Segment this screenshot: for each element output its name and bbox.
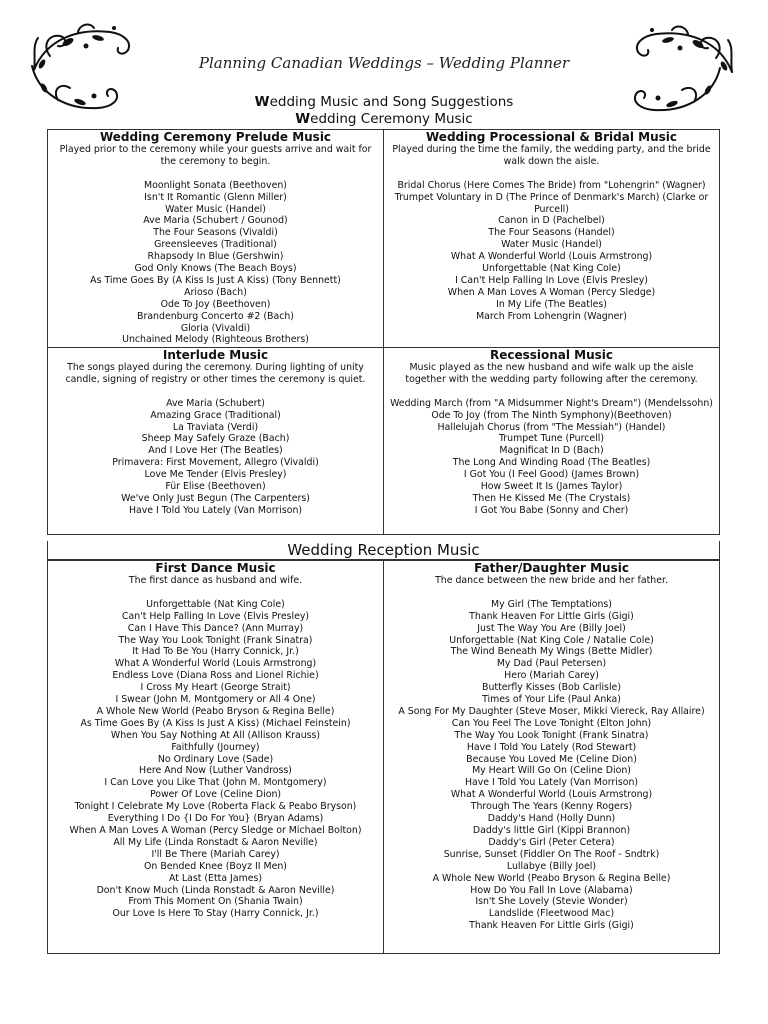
song-list-item: No Ordinary Love (Sade): [157, 753, 274, 765]
song-list-item: When A Man Loves A Woman (Percy Sledge or Michael Bolton): [69, 825, 362, 837]
processional-description: Played during the time the family, the wedding party, and the bride walk down the aisle.: [392, 144, 711, 167]
song-list-item: Ode To Joy (from The Ninth Symphony)(Beethoven): [431, 409, 672, 421]
father-daughter-description: The dance between the new bride and her father.: [435, 575, 668, 586]
processional-song-list: [388, 180, 715, 323]
song-list-item: Everything I Do {I Do For You} (Bryan Adams): [107, 813, 324, 825]
song-list-item: I'll Be There (Mariah Carey): [151, 848, 280, 860]
song-list-item: The Wind Beneath My Wings (Bette Midler): [450, 646, 653, 658]
song-list-item: My Dad (Paul Petersen): [496, 658, 607, 670]
song-list-item: Ode To Joy (Beethoven): [160, 298, 271, 310]
song-list-item: Rhapsody In Blue (Gershwin): [147, 251, 284, 263]
recessional-title: Recessional Music: [489, 348, 614, 362]
song-list-item: Canon in D (Pachelbel): [498, 215, 605, 227]
father-daughter-song-list: [388, 599, 715, 932]
song-list-item: Can't Help Falling In Love (Elvis Presley): [121, 610, 310, 622]
song-list-item: Ave Maria (Schubert / Gounod): [143, 215, 288, 227]
song-list-item: Trumpet Voluntary in D (The Prince of Denmark's March) (Clarke or Purcell): [394, 191, 709, 215]
ceremony-music-table: [47, 129, 720, 535]
song-list-item: I Swear (John M. Montgomery or All 4 One): [115, 694, 316, 706]
song-list-item: As Time Goes By (A Kiss Is Just A Kiss) (Tony Bennett): [90, 274, 341, 286]
song-list-item: Gloria (Vivaldi): [180, 322, 251, 334]
song-list-item: We've Only Just Begun (The Carpenters): [121, 492, 310, 504]
song-list-item: Thank Heaven For Little Girls (Gigi): [469, 610, 634, 622]
song-list-item: Have I Told You Lately (Rod Stewart): [466, 741, 637, 753]
song-list-item: The Four Seasons (Handel): [488, 227, 615, 239]
song-list-item: Faithfully (Journey): [171, 741, 260, 753]
song-list-item: Brandenburg Concerto #2 (Bach): [137, 310, 294, 322]
song-list-item: A Song For My Daughter (Steve Moser, Mikki Viereck, Ray Allaire): [398, 705, 705, 717]
song-list-item: Through The Years (Kenny Rogers): [470, 801, 633, 813]
song-list-item: Just The Way You Are (Billy Joel): [477, 622, 626, 634]
song-list-item: Unforgettable (Nat King Cole): [482, 263, 621, 275]
song-list-item: And I Love Her (The Beatles): [148, 445, 283, 457]
song-list-item: Can You Feel The Love Tonight (Elton John): [451, 717, 652, 729]
song-list-item: The Way You Look Tonight (Frank Sinatra): [118, 634, 313, 646]
song-list-item: When A Man Loves A Woman (Percy Sledge): [447, 286, 656, 298]
song-list-item: Ave Maria (Schubert): [166, 397, 265, 409]
song-list-item: Daddy's Hand (Holly Dunn): [487, 813, 616, 825]
song-list-item: Water Music (Handel): [501, 239, 602, 251]
song-list-item: Have I Told You Lately (Van Morrison): [128, 504, 303, 516]
song-list-item: Für Elise (Beethoven): [165, 481, 266, 493]
song-list-item: I Can Love you Like That (John M. Montgomery): [104, 777, 327, 789]
song-list-item: Power Of Love (Celine Dion): [149, 789, 282, 801]
song-list-item: I Got You (I Feel Good) (James Brown): [463, 469, 640, 481]
ceremony-heading-initial: W: [295, 111, 311, 127]
document-heading: [0, 94, 768, 110]
recessional-cell: [384, 348, 720, 535]
song-list-item: Moonlight Sonata (Beethoven): [144, 179, 287, 191]
song-list-item: Isn't It Romantic (Glenn Miller): [144, 191, 287, 203]
song-list-item: Sunrise, Sunset (Fiddler On The Roof - Sndtrk): [443, 848, 660, 860]
interlude-title: Interlude Music: [162, 348, 269, 362]
song-list-item: Have I Told You Lately (Van Morrison): [464, 777, 639, 789]
song-list-item: My Heart Will Go On (Celine Dion): [472, 765, 631, 777]
song-list-item: I Got You Babe (Sonny and Cher): [474, 504, 629, 516]
song-list-item: Don't Know Much (Linda Ronstadt & Aaron Neville): [96, 884, 335, 896]
song-list-item: Primavera: First Movement, Allegro (Vivaldi): [112, 457, 319, 469]
song-list-item: Magnificat In D (Bach): [499, 445, 604, 457]
song-list-item: It Had To Be You (Harry Connick, Jr.): [132, 646, 299, 658]
song-list-item: Can I Have This Dance? (Ann Murray): [127, 622, 304, 634]
song-list-item: When You Say Nothing At All (Allison Krauss): [110, 729, 321, 741]
song-list-item: As Time Goes By (A Kiss Is Just A Kiss) (Michael Feinstein): [80, 717, 351, 729]
song-list-item: The Way You Look Tonight (Frank Sinatra): [454, 729, 649, 741]
song-list-item: Unforgettable (Nat King Cole / Natalie Cole): [449, 634, 654, 646]
prelude-description: Played prior to the ceremony while your guests arrive and wait for the ceremony to begin.: [59, 144, 372, 167]
ceremony-heading-text: edding Ceremony Music: [310, 111, 473, 127]
song-list-item: La Traviata (Verdi): [172, 421, 259, 433]
heading-initial: W: [254, 94, 270, 110]
first-dance-description: The first dance as husband and wife.: [128, 575, 303, 586]
reception-section-heading: Wedding Reception Music: [47, 541, 720, 560]
song-list-item: I Can't Help Falling In Love (Elvis Presley): [455, 274, 648, 286]
song-list-item: Water Music (Handel): [165, 203, 266, 215]
interlude-description: The songs played during the ceremony. During lighting of unity candle, signing of registry or other times the ceremony is quiet.: [65, 362, 366, 385]
song-list-item: Sheep May Safely Graze (Bach): [141, 433, 290, 445]
song-list-item: Unforgettable (Nat King Cole): [146, 598, 285, 610]
processional-title: Wedding Processional & Bridal Music: [426, 130, 677, 144]
song-list-item: Wedding March (from "A Midsummer Night's Dream") (Mendelssohn): [390, 397, 713, 409]
song-list-item: I Cross My Heart (George Strait): [140, 682, 291, 694]
song-list-item: Endless Love (Diana Ross and Lionel Richie): [112, 670, 319, 682]
song-list-item: At Last (Etta James): [168, 872, 263, 884]
song-list-item: On Bended Knee (Boyz II Men): [144, 860, 287, 872]
recessional-song-list: [388, 398, 715, 517]
planner-title: Planning Canadian Weddings – Wedding Planner: [198, 54, 570, 72]
song-list-item: All My Life (Linda Ronstadt & Aaron Neville): [113, 836, 318, 848]
prelude-song-list: [52, 180, 379, 347]
song-list-item: How Do You Fall In Love (Alabama): [470, 884, 633, 896]
song-list-item: The Long And Winding Road (The Beatles): [452, 457, 651, 469]
ceremony-section-heading: [0, 111, 768, 127]
song-list-item: Because You Loved Me (Celine Dion): [466, 753, 637, 765]
song-list-item: What A Wonderful World (Louis Armstrong): [450, 251, 653, 263]
song-list-item: Daddy's little Girl (Kippi Brannon): [472, 825, 631, 837]
song-list-item: God Only Knows (The Beach Boys): [134, 263, 297, 275]
first-dance-title: First Dance Music: [155, 561, 276, 575]
song-list-item: Amazing Grace (Traditional): [150, 409, 281, 421]
song-list-item: Hero (Mariah Carey): [504, 670, 599, 682]
processional-cell: [384, 130, 720, 348]
recessional-description: Music played as the new husband and wife walk up the aisle together with the wedding party following after the ceremony.: [405, 362, 698, 385]
father-daughter-title: Father/Daughter Music: [474, 561, 629, 575]
song-list-item: Greensleeves (Traditional): [154, 239, 277, 251]
reception-music-table: [47, 560, 720, 954]
interlude-song-list: [52, 398, 379, 517]
song-list-item: How Sweet It Is (James Taylor): [480, 481, 623, 493]
song-list-item: Love Me Tender (Elvis Presley): [144, 469, 287, 481]
song-list-item: A Whole New World (Peabo Bryson & Regina Belle): [96, 705, 335, 717]
song-list-item: Butterfly Kisses (Bob Carlisle): [482, 682, 621, 694]
song-list-item: Landslide (Fleetwood Mac): [488, 908, 615, 920]
song-list-item: Trumpet Tune (Purcell): [498, 433, 605, 445]
song-list-item: The Four Seasons (Vivaldi): [153, 227, 278, 239]
song-list-item: Here And Now (Luther Vandross): [139, 765, 292, 777]
song-list-item: Then He Kissed Me (The Crystals): [472, 492, 631, 504]
song-list-item: Lullabye (Billy Joel): [506, 860, 597, 872]
song-list-item: Hallelujah Chorus (from "The Messiah") (Handel): [437, 421, 666, 433]
song-list-item: Bridal Chorus (Here Comes The Bride) from "Lohengrin" (Wagner): [397, 179, 706, 191]
song-list-item: From This Moment On (Shania Twain): [128, 896, 303, 908]
song-list-item: Isn't She Lovely (Stevie Wonder): [475, 896, 628, 908]
song-list-item: A Whole New World (Peabo Bryson & Regina Belle): [432, 872, 671, 884]
song-list-item: Times of Your Life (Paul Anka): [482, 694, 621, 706]
song-list-item: My Girl (The Temptations): [491, 598, 612, 610]
song-list-item: In My Life (The Beatles): [496, 298, 607, 310]
song-list-item: What A Wonderful World (Louis Armstrong): [114, 658, 317, 670]
song-list-item: Thank Heaven For Little Girls (Gigi): [469, 920, 634, 932]
song-list-item: Arioso (Bach): [184, 286, 247, 298]
song-list-item: March From Lohengrin (Wagner): [476, 310, 627, 322]
prelude-title: Wedding Ceremony Prelude Music: [99, 130, 332, 144]
prelude-cell: [48, 130, 384, 348]
father-daughter-cell: [384, 561, 720, 954]
song-list-item: Unchained Melody (Righteous Brothers): [122, 334, 309, 346]
song-list-item: Daddy's Girl (Peter Cetera): [488, 836, 615, 848]
song-list-item: Our Love Is Here To Stay (Harry Connick, Jr.): [112, 908, 319, 920]
first-dance-song-list: [52, 599, 379, 920]
song-list-item: What A Wonderful World (Louis Armstrong): [450, 789, 653, 801]
interlude-cell: [48, 348, 384, 535]
song-list-item: Tonight I Celebrate My Love (Roberta Flack & Peabo Bryson): [74, 801, 357, 813]
heading-text: edding Music and Song Suggestions: [269, 94, 514, 110]
first-dance-cell: [48, 561, 384, 954]
